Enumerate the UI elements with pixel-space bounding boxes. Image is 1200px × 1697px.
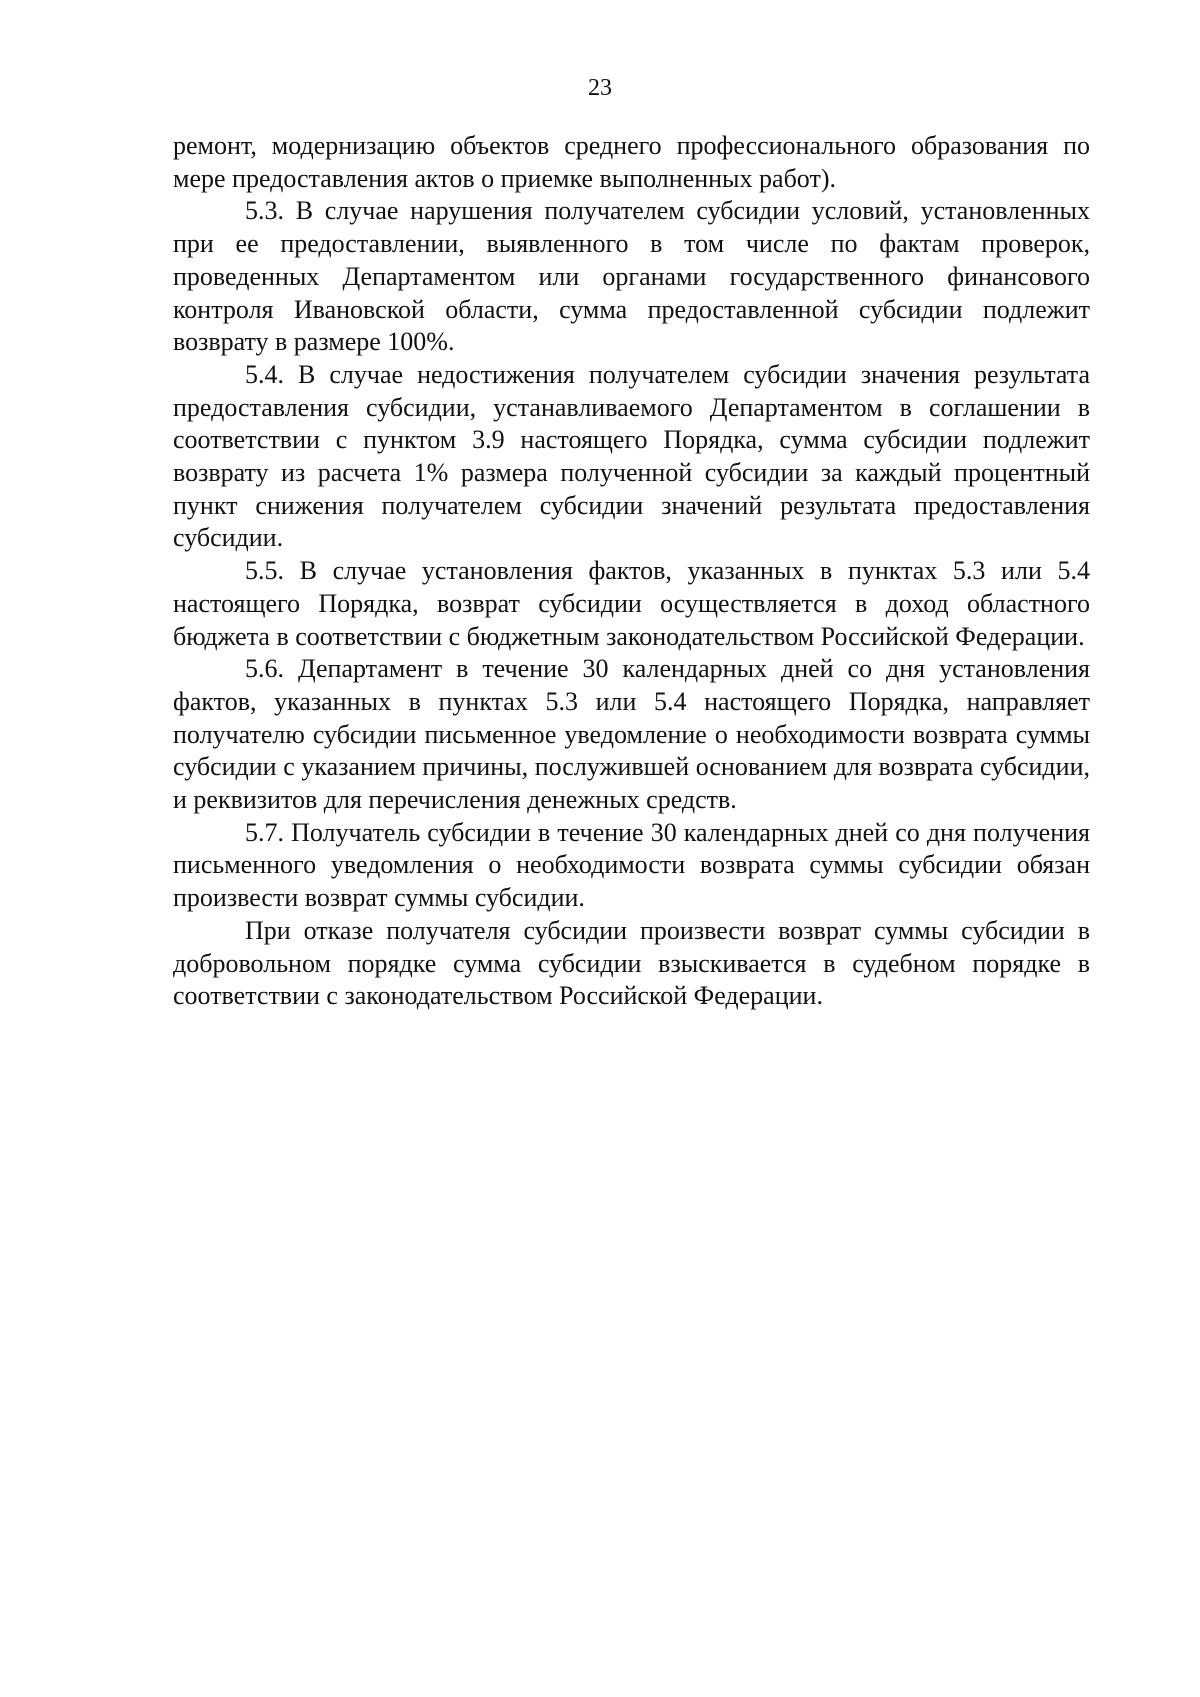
paragraph-5-7: 5.7. Получатель субсидии в течение 30 календарных дней со дня получения письменного уведомления о необходимости возврата суммы субсидии обязан произвести возврат суммы субсидии.: [173, 817, 1090, 913]
paragraph-5-6: 5.6. Департамент в течение 30 календарных дней со дня установления фактов, указанных в пунктах 5.3 или 5.4 настоящего Порядка, направляет получателю субсидии письменное уведомление о необходимости возврата суммы субсидии с указанием причины, послужившей основанием для возврата субсидии, и реквизитов для перечисления денежных средств.: [173, 654, 1090, 815]
document-body: [173, 130, 1090, 1013]
page-number: 23: [588, 75, 612, 101]
paragraph-5-3: 5.3. В случае нарушения получателем субсидии условий, установленных при ее предоставлении, выявленного в том числе по фактам проверок, проведенных Департаментом или органами государственного финансового контроля Ивановской области, сумма предоставленной субсидии подлежит возврату в размере 100%.: [173, 196, 1090, 357]
paragraph-5-5: 5.5. В случае установления фактов, указанных в пунктах 5.3 или 5.4 настоящего Порядка, возврат субсидии осуществляется в доход областного бюджета в соответствии с бюджетным законодательством Российской Федерации.: [173, 556, 1090, 651]
paragraph-continuation: ремонт, модернизацию объектов среднего профессионального образования по мере предоставления актов о приемке выполненных работ).: [173, 131, 1090, 193]
paragraph-refusal: При отказе получателя субсидии произвести возврат суммы субсидии в добровольном порядке сумма субсидии взыскивается в судебном порядке в соответствии с законодательством Российской Федерации.: [173, 915, 1090, 1011]
paragraph-5-4: 5.4. В случае недостижения получателем субсидии значения результата предоставления субсидии, устанавливаемого Департаментом в соглашении в соответствии с пунктом 3.9 настоящего Порядка, сумма субсидии подлежит возврату из расчета 1% размера полученной субсидии за каждый процентный пункт снижения получателем субсидии значений результата предоставления субсидии.: [173, 359, 1090, 553]
